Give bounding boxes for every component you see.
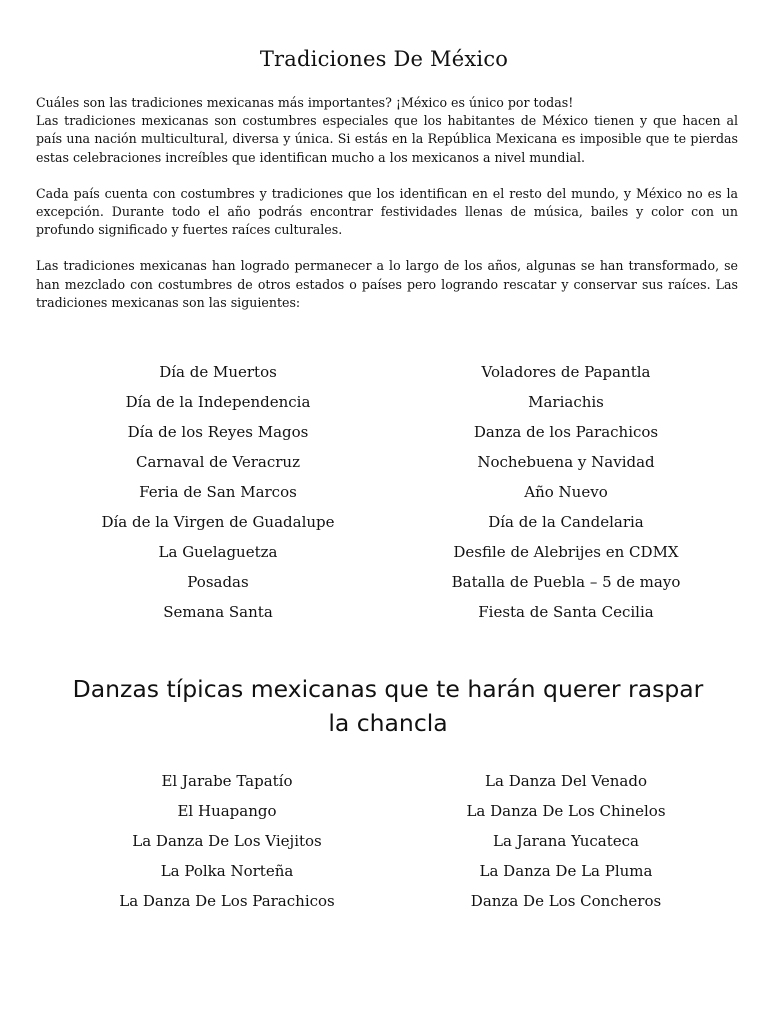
intro-paragraph-2: Cada país cuenta con costumbres y tradiciones que los identifican en el resto del mundo, y México no es la excepción. Durante todo el año podrás encontrar festividades llenas de música, bailes y color con un profundo significado y fuertes raíces culturales.	[36, 185, 738, 238]
tradition-item: Batalla de Puebla – 5 de mayo	[451, 573, 681, 591]
dance-item: La Danza Del Venado	[485, 772, 647, 790]
tradition-item: Carnaval de Veracruz	[135, 453, 300, 471]
dances-list-right	[416, 766, 716, 916]
dances-section-title: Danzas típicas mexicanas que te harán querer raspar la chancla	[72, 675, 704, 737]
intro-section	[36, 94, 738, 330]
tradition-item: Día de Muertos	[159, 363, 277, 381]
tradition-item: Fiesta de Santa Cecilia	[478, 603, 654, 621]
dance-item: La Polka Norteña	[160, 862, 294, 880]
tradition-item: Voladores de Papantla	[481, 363, 651, 381]
dances-list-left	[68, 766, 386, 916]
dance-item: El Jarabe Tapatío	[161, 772, 293, 790]
intro-paragraph-1-body: Las tradiciones mexicanas son costumbres especiales que los habitantes de México tienen y que hacen al país una nación multicultural, diversa y única. Si estás en la República Mexicana es imposible que te pierdas estas celebraciones increíbles que identifican mucho a los mexicanos a nivel mundial.	[36, 113, 738, 165]
tradition-item: Posadas	[187, 573, 249, 591]
dance-item: Danza De Los Concheros	[470, 892, 662, 910]
dance-item: La Danza De Los Parachicos	[119, 892, 335, 910]
tradition-item: Día de los Reyes Magos	[127, 423, 309, 441]
dance-item: La Jarana Yucateca	[493, 832, 639, 850]
traditions-list-right	[416, 357, 716, 627]
dance-item: El Huapango	[177, 802, 277, 820]
tradition-item: Día de la Virgen de Guadalupe	[101, 513, 335, 531]
tradition-item: Día de la Candelaria	[488, 513, 644, 531]
traditions-list-left	[68, 357, 368, 627]
dance-item: La Danza De Los Viejitos	[132, 832, 322, 850]
tradition-item: Danza de los Parachicos	[473, 423, 659, 441]
tradition-item: Desfile de Alebrijes en CDMX	[453, 543, 679, 561]
tradition-item: Semana Santa	[163, 603, 273, 621]
intro-question: Cuáles son las tradiciones mexicanas más importantes? ¡México es único por todas!	[36, 95, 574, 110]
tradition-item: Día de la Independencia	[125, 393, 311, 411]
dance-item: La Danza De La Pluma	[479, 862, 653, 880]
page-title: Tradiciones De México	[259, 47, 509, 71]
dance-item: La Danza De Los Chinelos	[466, 802, 666, 820]
intro-paragraph-1	[36, 94, 738, 167]
tradition-item: La Guelaguetza	[158, 543, 278, 561]
tradition-item: Mariachis	[528, 393, 604, 411]
tradition-item: Feria de San Marcos	[139, 483, 297, 501]
tradition-item: Nochebuena y Navidad	[477, 453, 655, 471]
intro-paragraph-3: Las tradiciones mexicanas han logrado permanecer a lo largo de los años, algunas se han transformado, se han mezclado con costumbres de otros estados o países pero logrando rescatar y conservar sus raíces. Las tradiciones mexicanas son las siguientes:	[36, 258, 738, 310]
tradition-item: Año Nuevo	[524, 483, 608, 501]
